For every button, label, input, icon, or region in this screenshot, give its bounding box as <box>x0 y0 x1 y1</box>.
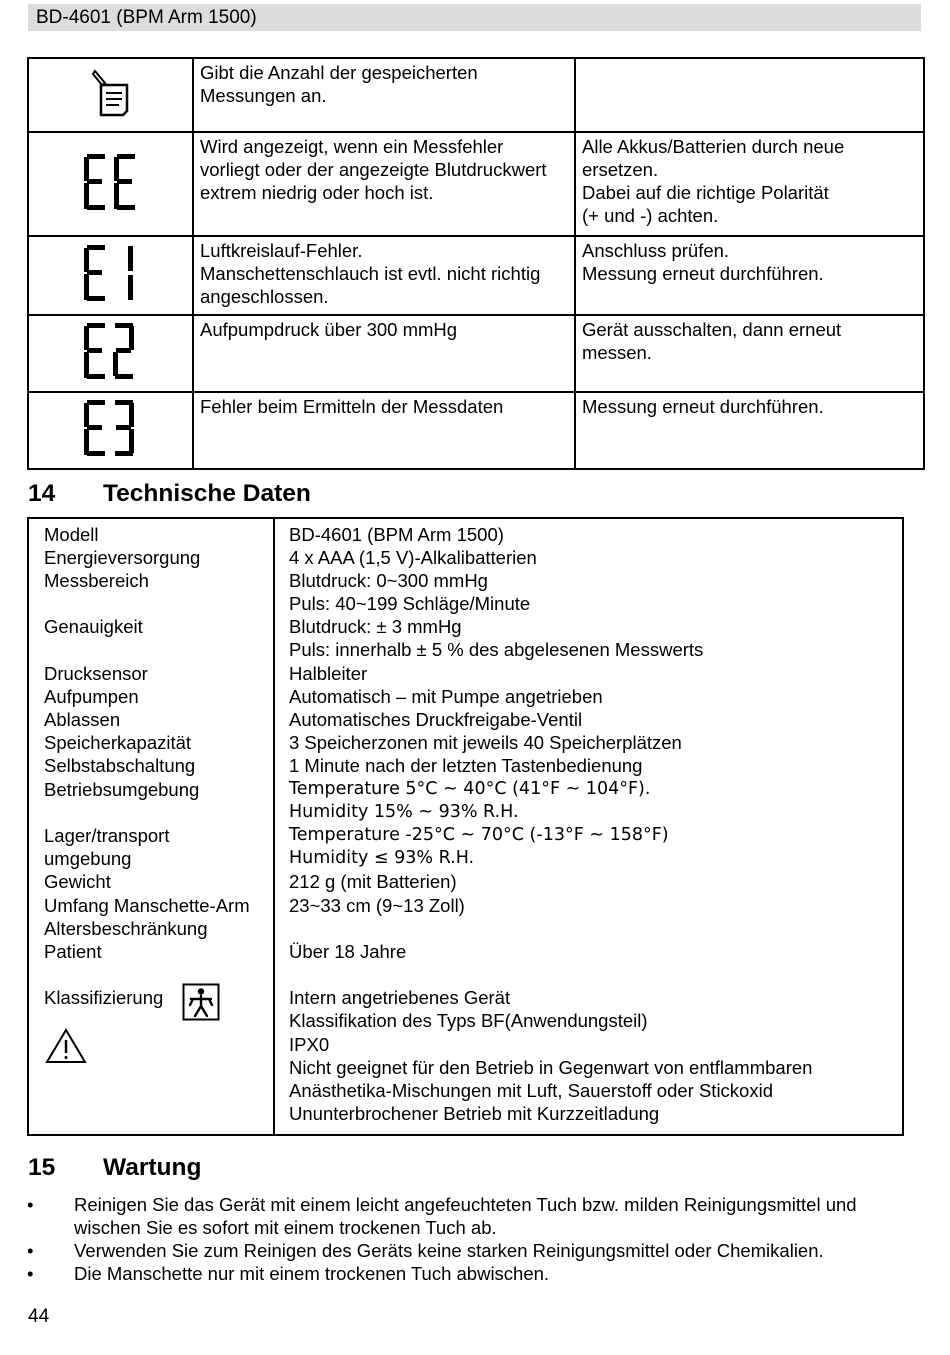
error-meaning: Aufpumpdruck über 300 mmHg <box>193 315 575 392</box>
error-meaning: Wird angezeigt, wenn ein Messfehler vorliegt oder der angezeigte Blutdruckwert extrem niedrig oder hoch ist. <box>193 132 575 236</box>
spec-value: BD-4601 (BPM Arm 1500) <box>289 524 504 545</box>
spec-value: Klassifikation des Typs BF(Anwendungsteil) <box>289 1010 648 1031</box>
spec-row <box>29 917 902 940</box>
spec-row <box>29 870 902 893</box>
maintenance-list <box>27 1193 922 1285</box>
spec-row <box>29 592 902 615</box>
spec-value: 3 Speicherzonen mit jeweils 40 Speicherplätzen <box>289 732 682 753</box>
spec-row <box>29 940 902 963</box>
error-action: Alle Akkus/Batterien durch neue ersetzen. Dabei auf die richtige Polarität (+ und -) achten. <box>575 132 924 236</box>
spec-label: Selbstabschaltung <box>44 755 196 776</box>
spec-value: Blutdruck: 0~300 mmHg <box>289 570 488 591</box>
list-item-text: Verwenden Sie zum Reinigen des Geräts keine starken Reinigungsmittel oder Chemikalien. <box>74 1240 824 1261</box>
spec-row <box>29 847 902 870</box>
spec-value: Temperature 5°C ~ 40°C (41°F ~ 104°F). <box>289 779 651 799</box>
spec-value: 1 Minute nach der letzten Tastenbedienung <box>289 755 643 776</box>
spec-row <box>29 569 902 592</box>
list-item <box>27 1239 922 1262</box>
spec-value: 23~33 cm (9~13 Zoll) <box>289 895 465 916</box>
spec-row <box>29 778 902 801</box>
bullet-icon: • <box>27 1240 34 1261</box>
spec-row <box>29 801 902 824</box>
list-item <box>27 1193 922 1239</box>
spec-label: Speicherkapazität <box>44 732 192 753</box>
spec-row <box>29 731 902 754</box>
spec-row <box>29 638 902 661</box>
table-row <box>28 236 924 315</box>
spec-row <box>29 615 902 638</box>
error-meaning: Luftkreislauf-Fehler. Manschettenschlauch ist evtl. nicht richtig angeschlossen. <box>193 236 575 315</box>
spec-label: Lager/transport <box>44 825 170 846</box>
section-title: Wartung <box>103 1154 202 1181</box>
spec-value: Puls: innerhalb ± 5 % des abgelesenen Messwerts <box>289 639 704 660</box>
section-15-heading <box>28 1156 201 1179</box>
error-code-table <box>27 57 925 470</box>
spec-value: 212 g (mit Batterien) <box>289 871 457 892</box>
spec-row <box>29 894 902 917</box>
spec-value: Blutdruck: ± 3 mmHg <box>289 616 462 637</box>
spec-value: 4 x AAA (1,5 V)-Alkalibatterien <box>289 547 537 568</box>
section-number: 14 <box>28 480 56 507</box>
error-code-e1-icon <box>83 241 139 305</box>
section-14-heading <box>28 482 311 505</box>
bullet-icon: • <box>27 1194 34 1215</box>
spec-label: umgebung <box>44 848 132 869</box>
spec-value: Humidity 15% ~ 93% R.H. <box>289 802 519 822</box>
table-row <box>28 58 924 132</box>
spec-row <box>29 523 902 546</box>
error-action <box>575 58 924 132</box>
spec-label: Patient <box>44 941 102 962</box>
spec-row <box>29 986 902 1009</box>
spec-value: Automatisch – mit Pumpe angetrieben <box>289 686 603 707</box>
page-number: 44 <box>28 1306 50 1327</box>
spec-label: Messbereich <box>44 570 149 591</box>
spec-row <box>29 1033 902 1056</box>
section-title: Technische Daten <box>103 480 311 507</box>
spec-label: Energieversorgung <box>44 547 201 568</box>
spec-label: Aufpumpen <box>44 686 139 707</box>
spec-row <box>29 1056 902 1079</box>
memory-icon <box>89 65 133 121</box>
error-meaning: Fehler beim Ermitteln der Messdaten <box>193 392 575 469</box>
spec-value: IPX0 <box>289 1034 330 1055</box>
spec-value: Halbleiter <box>289 663 368 684</box>
spec-value: Puls: 40~199 Schläge/Minute <box>289 593 531 614</box>
page-header: BD-4601 (BPM Arm 1500) <box>28 4 921 31</box>
spec-label: Umfang Manschette-Arm <box>44 895 250 916</box>
error-code-e2-icon <box>83 319 139 383</box>
table-row <box>28 132 924 236</box>
spec-row <box>29 824 902 847</box>
spec-label: Betriebsumgebung <box>44 779 200 800</box>
spec-row <box>29 708 902 731</box>
spec-row <box>29 1009 902 1032</box>
error-action: Messung erneut durchführen. <box>575 392 924 469</box>
error-code-e3-icon <box>83 396 139 460</box>
spec-value: Über 18 Jahre <box>289 941 407 962</box>
spec-value: Anästhetika-Mischungen mit Luft, Sauerstoff oder Stickoxid <box>289 1080 773 1101</box>
spec-row <box>29 685 902 708</box>
spec-label: Klassifizierung <box>44 987 164 1008</box>
section-number: 15 <box>28 1154 56 1181</box>
error-action: Anschluss prüfen. Messung erneut durchführen. <box>575 236 924 315</box>
spec-label: Ablassen <box>44 709 121 730</box>
spec-value: Intern angetriebenes Gerät <box>289 987 511 1008</box>
spec-label: Drucksensor <box>44 663 148 684</box>
spec-value: Temperature -25°C ~ 70°C (-13°F ~ 158°F) <box>289 825 669 845</box>
spec-label: Genauigkeit <box>44 616 143 637</box>
spec-row <box>29 546 902 569</box>
bullet-icon: • <box>27 1263 34 1284</box>
list-item-text: Die Manschette nur mit einem trockenen Tuch abwischen. <box>74 1263 550 1284</box>
list-item-text: Reinigen Sie das Gerät mit einem leicht angefeuchteten Tuch bzw. milden Reinigungsmittel und wischen Sie es sofort mit einem trockenen Tuch ab. <box>74 1194 857 1238</box>
error-action: Gerät ausschalten, dann erneut messen. <box>575 315 924 392</box>
error-meaning: Gibt die Anzahl der gespeicherten Messungen an. <box>193 58 575 132</box>
table-row <box>28 392 924 469</box>
spec-value: Nicht geeignet für den Betrieb in Gegenwart von entflammbaren <box>289 1057 813 1078</box>
spec-row <box>29 1079 902 1102</box>
spec-row <box>29 662 902 685</box>
table-row <box>28 315 924 392</box>
technical-data-table <box>27 517 904 1136</box>
spec-value: Humidity ≤ 93% R.H. <box>289 848 475 868</box>
spec-value: Ununterbrochener Betrieb mit Kurzzeitladung <box>289 1103 660 1124</box>
spec-value: Automatisches Druckfreigabe-Ventil <box>289 709 583 730</box>
spec-label: Altersbeschränkung <box>44 918 208 939</box>
spec-label: Modell <box>44 524 99 545</box>
error-code-ee-icon <box>83 150 139 214</box>
spec-row <box>29 1102 902 1125</box>
list-item <box>27 1262 922 1285</box>
spec-label: Gewicht <box>44 871 111 892</box>
spec-row <box>29 754 902 777</box>
